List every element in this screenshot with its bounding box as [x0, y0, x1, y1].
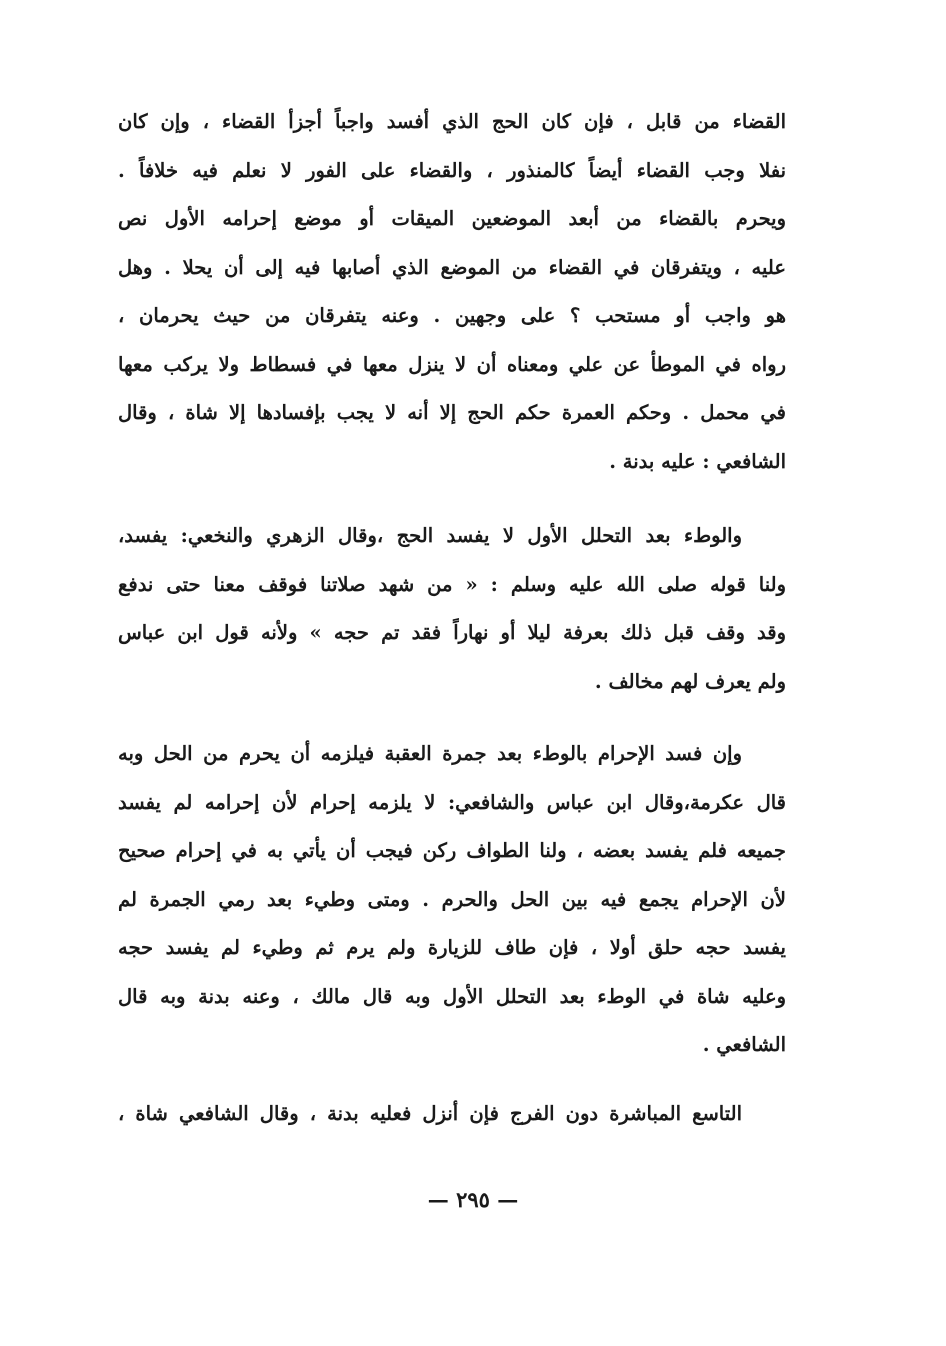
text-line: التاسع المباشرة دون الفرج فإن أنزل فعليه بدنة ، وقال الشافعي شاة ،	[118, 1101, 742, 1125]
text-line: وإن فسد الإحرام بالوطء بعد جمرة العقبة فيلزمه أن يحرم من الحل وبه	[118, 742, 742, 765]
text-line: هو واجب أو مستحب ؟ على وجهين . وعنه يتفرقان من حيث يحرمان ،	[118, 304, 786, 327]
text-line: والوطء بعد التحلل الأول لا يفسد الحج ،وقال الزهري والنخعي: يفسد،	[118, 524, 742, 547]
text-line: رواه في الموطأ عن علي ومعناه أن لا ينزل معها في فسطاط ولا يركب معها	[118, 352, 786, 376]
text-line: الشافعي : عليه بدنة .	[609, 449, 786, 473]
text-line: عليه ، ويتفرقان في القضاء من الموضع الذي أصابها فيه إلى أن يحلا . وهل	[118, 255, 786, 279]
text-line: القضاء من قابل ، فإن كان الحج الذي أفسد واجباً أجزأ القضاء ، وإن كان	[118, 110, 786, 133]
page-body	[118, 98, 786, 1138]
paragraph-3	[118, 730, 786, 1070]
text-line: الشافعي .	[702, 1033, 786, 1056]
text-line: نفلا وجب القضاء أيضاً كالمنذور ، والقضاء على الفور لا نعلم فيه خلافاً .	[118, 158, 786, 182]
text-line: وعليه شاة في الوطء بعد التحلل الأول وبه قال مالك ، وعنه بدنة وبه قال	[118, 984, 786, 1008]
text-line: في محمل . وحكم العمرة حكم الحج إلا أنه لا يجب بإفسادها إلا شاة ، وقال	[118, 401, 786, 424]
text-line: ويحرم بالقضاء من أبعد الموضعين الميقات أو موضع إحرامه الأول نص	[118, 207, 786, 230]
text-line: قال عكرمة،وقال ابن عباس والشافعي: لا يلزمه إحرام لأن إحرامه لم يفسد	[118, 790, 786, 814]
paragraph-4	[118, 1090, 786, 1139]
text-line: يفسد حجه حلق أولا ، فإن طاف للزيارة ولم يرم ثم وطيء لم يفسد حجه	[118, 936, 786, 959]
paragraph-2	[118, 512, 786, 706]
text-line: جميعه فلم يفسد بعضه ، ولنا الطواف ركن فيجب أن يأتي به في إحرام صحيح	[118, 839, 786, 862]
text-line: لأن الإحرام يجمع فيه بين الحل والحرم . ومتى وطيء بعد رمي الجمرة لم	[118, 887, 786, 911]
page-number: — ٢٩٥ —	[427, 1187, 519, 1212]
paragraph-1	[118, 98, 786, 486]
text-line: ولنا قوله صلى الله عليه وسلم : « من شهد صلاتنا فوقف معنا حتى ندفع	[118, 572, 786, 596]
text-line: وقد وقف قبل ذلك بعرفة ليلا أو نهاراً فقد تم حجه » ولأنه قول ابن عباس	[118, 621, 786, 644]
text-line: ولم يعرف لهم مخالف .	[594, 669, 786, 693]
